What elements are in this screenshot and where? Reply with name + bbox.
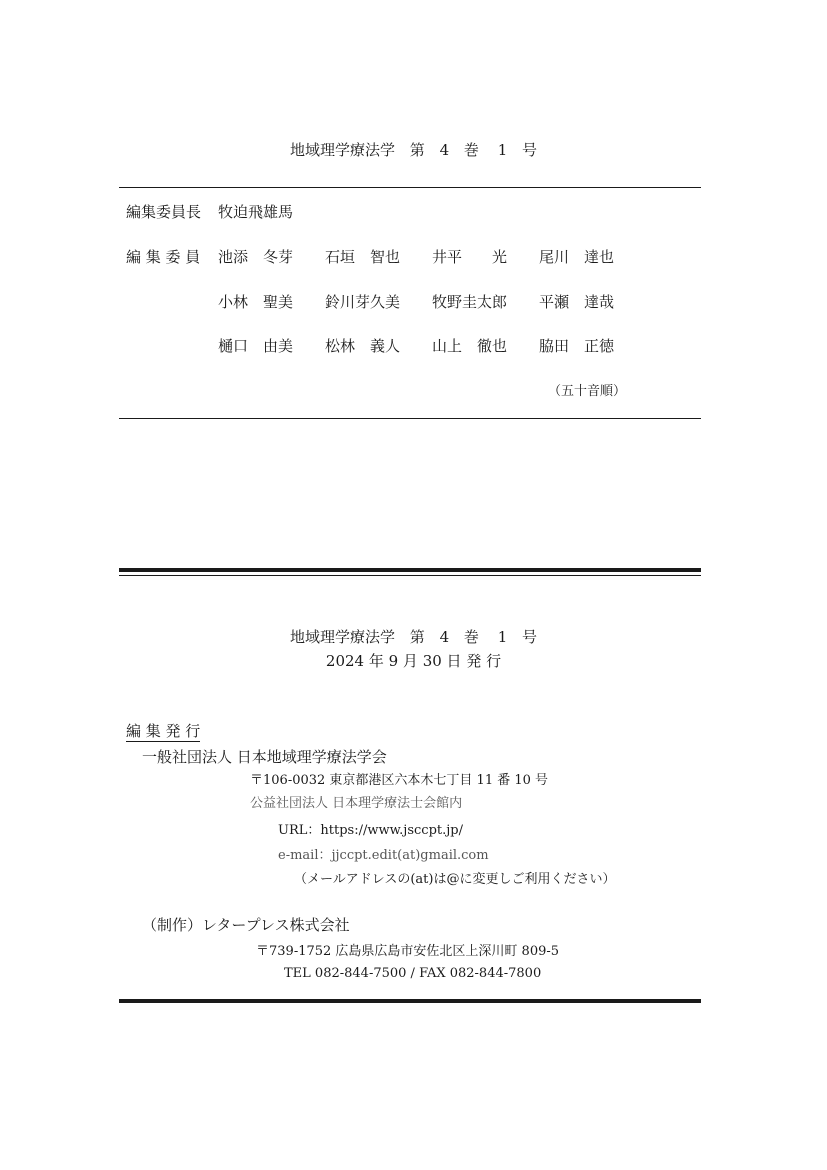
editor-name: 井平 光 <box>432 248 508 266</box>
editor-name: 脇田 正徳 <box>539 337 615 355</box>
journal-name: 地域理学療法学 <box>289 141 395 159</box>
editor-name: 尾川 達也 <box>539 248 615 266</box>
volume-unit: 巻 <box>463 141 479 159</box>
chief-editor-name: 牧迫飛雄馬 <box>218 203 294 221</box>
editor-name: 松林 義人 <box>325 337 401 355</box>
colophon-rule-thick <box>119 568 701 572</box>
editor-name: 牧野圭太郎 <box>432 293 508 311</box>
editors-label: 編 集 委 員 <box>126 248 201 266</box>
publisher-heading-wrap <box>126 720 200 741</box>
producer-address: 〒739-1752 広島県広島市安佐北区上深川町 809-5 <box>256 944 560 959</box>
editor-name: 鈴川芽久美 <box>325 293 401 311</box>
publication-date: 2024 年 9 月 30 日 発 行 <box>325 652 502 670</box>
producer-contact: TEL 082-844-7500 / FAX 082-844-7800 <box>284 966 542 981</box>
editor-name: 池添 冬芽 <box>218 248 294 266</box>
issue-unit: 号 <box>522 628 538 646</box>
divider-bottom <box>119 418 701 419</box>
journal-title-top <box>0 139 827 160</box>
colophon-rule-bottom <box>119 999 701 1003</box>
divider-top <box>119 187 701 188</box>
email-note: （メールアドレスの(at)は@に変更しご利用ください） <box>294 872 616 887</box>
editor-name: 樋口 由美 <box>218 337 294 355</box>
order-note: （五十音順） <box>548 384 627 399</box>
publisher-heading: 編 集 発 行 <box>126 722 201 740</box>
producer-name: （制作）レタープレス株式会社 <box>142 916 350 934</box>
journal-name: 地域理学療法学 <box>289 628 395 646</box>
editor-name: 平瀬 達哉 <box>539 293 615 311</box>
chief-editor-label: 編集委員長 <box>126 203 202 221</box>
editor-name: 石垣 智也 <box>325 248 401 266</box>
issue-unit: 号 <box>522 141 538 159</box>
volume-label: 第 <box>409 141 425 159</box>
publisher-building: 公益社団法人 日本理学療法士会館内 <box>250 796 463 811</box>
publisher-email: e-mail：jjccpt.edit(at)gmail.com <box>278 848 489 863</box>
publisher-name: 一般社団法人 日本地域理学療法学会 <box>142 748 387 766</box>
volume-number: 4 <box>439 628 450 646</box>
volume-label: 第 <box>409 628 425 646</box>
editor-name: 山上 徹也 <box>432 337 508 355</box>
volume-number: 4 <box>439 141 450 159</box>
colophon-rule-thin <box>119 575 701 576</box>
editor-name: 小林 聖美 <box>218 293 294 311</box>
publisher-address: 〒106-0032 東京都港区六本木七丁目 11 番 10 号 <box>250 773 549 788</box>
issue-number: 1 <box>497 628 508 646</box>
volume-unit: 巻 <box>463 628 479 646</box>
publisher-url: URL：https://www.jsccpt.jp/ <box>278 823 463 838</box>
issue-number: 1 <box>497 141 508 159</box>
journal-title-colophon <box>0 626 827 647</box>
